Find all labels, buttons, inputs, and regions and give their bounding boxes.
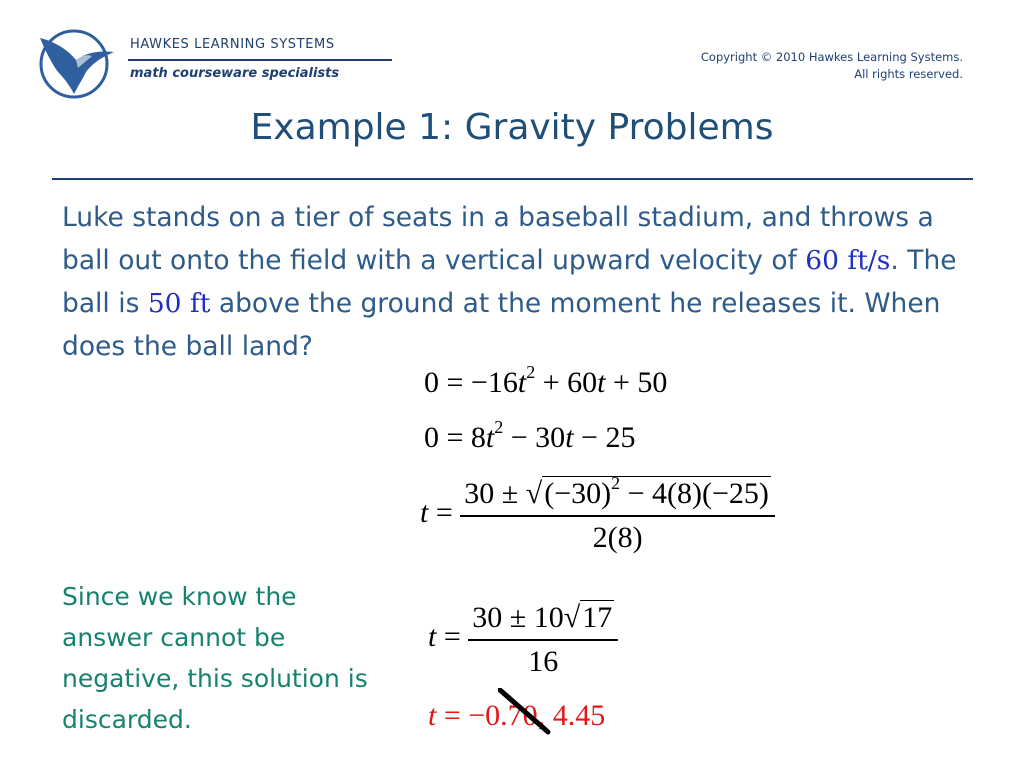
eq2-coef-a: 8 (470, 421, 486, 454)
problem-text-part1: Luke stands on a tier of seats in a baseball stadium, and throws a ball out onto the field with a vertical upward velocity of (62, 202, 934, 276)
eq2-const: − 25 (581, 421, 636, 454)
discard-strike-mark (498, 688, 558, 738)
problem-text-part3: above the ground at the moment he releases it. When does the ball land? (62, 288, 941, 362)
problem-text (62, 196, 982, 368)
eq1-equals: = (446, 366, 464, 399)
eq4-numerator (468, 600, 618, 635)
eq2-var-t: t (485, 421, 495, 454)
eq3-fraction (460, 473, 775, 555)
copyright-line: Copyright © 2010 Hawkes Learning Systems. (700, 50, 963, 64)
discard-note: Since we know the answer cannot be negative, this solution is discarded. (62, 582, 368, 734)
velocity-value: 60 ft/s (805, 245, 891, 276)
rights-line: All rights reserved. (854, 67, 963, 81)
eq2-var-t2: t (565, 421, 574, 454)
eq4-equals: = (443, 620, 461, 654)
eq4-radicand: 17 (582, 601, 613, 634)
eq5-equals: = (443, 699, 461, 732)
eq2-zero: 0 (424, 421, 439, 454)
positive-solution: 4.45 (552, 699, 606, 732)
eq4-fraction-bar (468, 639, 618, 641)
company-tagline: math courseware specialists (130, 66, 340, 81)
eq4-num-lead: 30 ± 10 (472, 601, 564, 634)
company-name: HAWKES LEARNING SYSTEMS (130, 37, 335, 52)
equation-3-quadratic-formula (420, 473, 775, 555)
eq2-exponent: 2 (494, 417, 504, 437)
eq3-radical: $√(-30)^2 - 4(8)(-25)$ (525, 473, 769, 510)
eq4-denominator: 16 (528, 644, 559, 678)
slide-title: Example 1: Gravity Problems (250, 107, 774, 148)
eq4-var-t: t (428, 620, 437, 654)
eq3-var-t: t (420, 496, 429, 530)
eq3-rad-inner1: (−30) (544, 477, 612, 510)
eq1-exponent: 2 (526, 362, 536, 382)
eq1-zero: 0 (424, 366, 439, 399)
header-divider (128, 59, 392, 61)
eq1-coef-b: + 60 (542, 366, 598, 399)
eq1-var-t: t (517, 366, 527, 399)
eq1-coef-a: −16 (470, 366, 518, 399)
eq1-var-t2: t (597, 366, 606, 399)
eq5-var-t: t (428, 699, 437, 732)
eq3-equals: = (435, 496, 453, 530)
eq3-rad-exponent: 2 (611, 473, 621, 493)
eq3-denominator: 2(8) (592, 520, 643, 554)
eq3-numerator (460, 473, 775, 511)
eagle-logo-icon (34, 28, 118, 100)
copyright-notice (701, 49, 963, 83)
eq4-radical: √17 (563, 601, 613, 634)
height-value: 50 ft (147, 288, 211, 319)
problem-text-part2: . The ball is (62, 245, 957, 319)
eq2-equals: = (446, 421, 464, 454)
title-divider (52, 178, 973, 180)
equation-2 (424, 417, 636, 455)
eq3-num-lead: 30 ± (464, 477, 519, 510)
negative-solution: −0.70, (468, 699, 546, 732)
eq3-fraction-bar (460, 515, 775, 517)
equation-1 (424, 362, 668, 400)
eq4-fraction (468, 600, 618, 679)
eq3-rad-inner2: − 4(8)(−25) (627, 477, 769, 510)
eq2-coef-b: − 30 (510, 421, 566, 454)
equation-4 (428, 600, 618, 679)
eq1-const: + 50 (612, 366, 668, 399)
